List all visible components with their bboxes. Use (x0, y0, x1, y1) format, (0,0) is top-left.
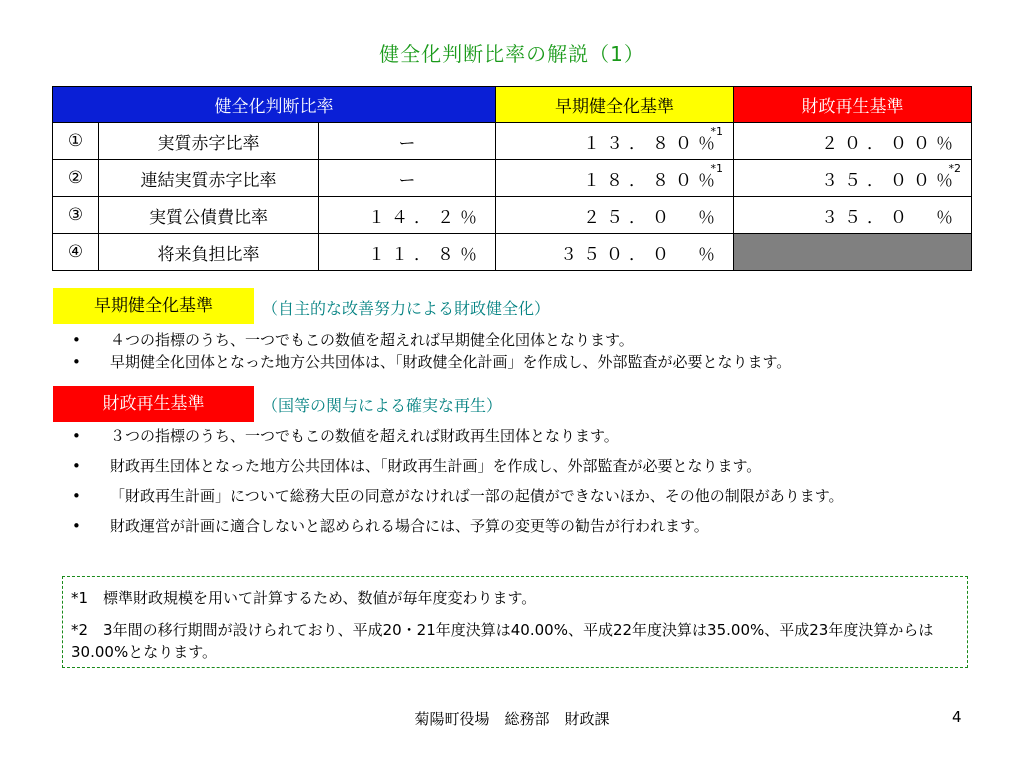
row-name: 実質公債費比率 (99, 197, 319, 234)
row-rebuild (734, 123, 972, 160)
list-item (72, 455, 972, 477)
rebuild-bullet-list (72, 425, 972, 545)
bullet-dot: • (72, 457, 81, 475)
header-early: 早期健全化基準 (496, 87, 734, 123)
ratio-table (52, 86, 972, 271)
bullet-text: 財政運営が計画に適合しないと認められる場合には、予算の変更等の勧告が行われます。 (110, 517, 709, 535)
early-value: １３．８０％ (583, 133, 721, 154)
list-item (72, 515, 972, 537)
row-early (496, 123, 734, 160)
table-row (53, 160, 972, 197)
row-number: ④ (53, 234, 99, 271)
header-rebuild: 財政再生基準 (734, 87, 972, 123)
note-marker: *1 (710, 162, 723, 175)
bullet-dot: • (72, 487, 81, 505)
row-rebuild (734, 160, 972, 197)
list-item (72, 351, 972, 373)
footnote-box (62, 576, 968, 668)
note-marker: *1 (710, 125, 723, 138)
table-row (53, 123, 972, 160)
table-header-row (53, 87, 972, 123)
footer-department: 菊陽町役場 総務部 財政課 (414, 710, 610, 728)
bullet-text: ４つの指標のうち、一つでもこの数値を超えれば早期健全化団体となります。 (110, 331, 634, 349)
rebuild-subtitle: （国等の関与による確実な再生） (262, 396, 503, 415)
note-marker: *2 (948, 162, 961, 175)
row-value: ー (319, 160, 496, 197)
early-value: ２５．０ ％ (583, 207, 721, 228)
row-value (319, 197, 496, 234)
rebuild-value: ２０．００％ (821, 133, 959, 154)
rebuild-value: ３５．００％ (821, 170, 959, 191)
bullet-text: ３つの指標のうち、一つでもこの数値を超えれば財政再生団体となります。 (110, 427, 619, 445)
page-number: 4 (952, 708, 962, 726)
row-name: 将来負担比率 (99, 234, 319, 271)
bullet-dot: • (72, 353, 81, 371)
bullet-dot: • (72, 517, 81, 535)
row-early (496, 160, 734, 197)
bullet-text: 財政再生団体となった地方公共団体は、「財政再生計画」を作成し、外部監査が必要となります。 (110, 457, 762, 475)
row-value (319, 234, 496, 271)
row-number: ① (53, 123, 99, 160)
early-value: １８．８０％ (583, 170, 721, 191)
list-item (72, 485, 972, 507)
value-text: １４．２％ (368, 207, 483, 228)
list-item (72, 329, 972, 351)
row-early (496, 234, 734, 271)
list-item (72, 425, 972, 447)
row-name: 実質赤字比率 (99, 123, 319, 160)
early-value: ３５０．０ ％ (560, 244, 721, 265)
rebuild-standard-label: 財政再生基準 (53, 386, 254, 422)
row-name: 連結実質赤字比率 (99, 160, 319, 197)
table-row (53, 234, 972, 271)
bullet-text: 早期健全化団体となった地方公共団体は、「財政健全化計画」を作成し、外部監査が必要となります。 (110, 353, 792, 371)
row-number: ② (53, 160, 99, 197)
row-rebuild (734, 197, 972, 234)
value-text: １１．８％ (368, 244, 483, 265)
row-value: ー (319, 123, 496, 160)
footnote-2: *2 3年間の移行期間が設けられており、平成20・21年度決算は40.00%、平成22年度決算は35.00%、平成23年度決算からは30.00%となります。 (71, 621, 934, 661)
row-number: ③ (53, 197, 99, 234)
page-title: 健全化判断比率の解説（1） (379, 42, 645, 66)
early-subtitle: （自主的な改善努力による財政健全化） (262, 299, 551, 318)
footnote-1: *1 標準財政規模を用いて計算するため、数値が毎年度変わります。 (71, 589, 537, 607)
bullet-dot: • (72, 331, 81, 349)
early-standard-label: 早期健全化基準 (53, 288, 254, 324)
bullet-dot: • (72, 427, 81, 445)
row-rebuild-empty (734, 234, 972, 271)
bullet-text: 「財政再生計画」について総務大臣の同意がなければ一部の起債ができないほか、その他の制限があります。 (110, 487, 844, 505)
rebuild-value: ３５．０ ％ (821, 207, 959, 228)
table-row (53, 197, 972, 234)
row-early (496, 197, 734, 234)
early-bullet-list (72, 329, 972, 373)
header-indicator: 健全化判断比率 (53, 87, 496, 123)
